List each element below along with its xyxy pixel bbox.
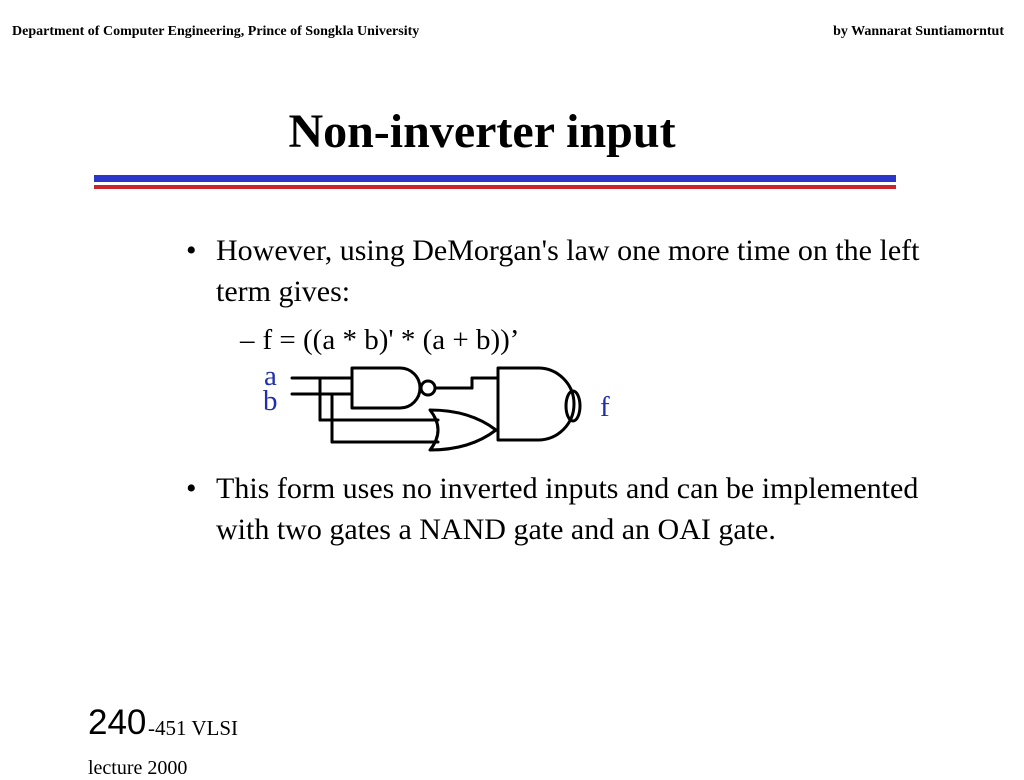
sub-bullet-equation: f = ((a * b)' * (a + b))’ <box>262 324 520 356</box>
slide-title: Non-inverter input <box>288 105 676 158</box>
footer-lecture-date: lecture 2000 <box>88 757 188 779</box>
input-label-b: b <box>263 385 278 417</box>
output-label-f: f <box>600 391 610 423</box>
bullet-item <box>186 230 926 312</box>
input-label-a: a <box>264 360 277 392</box>
nand-gate <box>352 368 420 408</box>
and-gate <box>498 368 574 440</box>
bullet-text: This form uses no inverted inputs and can be implemented with two gates a NAND gate and an OAI gate. <box>216 472 919 546</box>
bullet-text: However, using DeMorgan's law one more time on the left term gives: <box>216 234 920 308</box>
or-gate <box>430 410 496 450</box>
bullet-dot: • <box>186 472 197 505</box>
footer-course-name: -451 VLSI <box>148 716 239 740</box>
title-rule-blue <box>94 175 896 182</box>
logic-circuit-diagram <box>280 360 590 455</box>
footer-course-number: 240 <box>88 703 147 742</box>
bullet-dot: • <box>186 234 197 267</box>
sub-bullet-item <box>240 320 519 360</box>
nand-bubble <box>421 381 435 395</box>
title-rule-red <box>94 185 896 189</box>
bullet-item <box>186 468 926 550</box>
header-author: by Wannarat Suntiamorntut <box>833 24 1004 39</box>
header-department: Department of Computer Engineering, Prince of Songkla University <box>12 24 420 39</box>
sub-bullet-dash: – <box>240 324 255 356</box>
